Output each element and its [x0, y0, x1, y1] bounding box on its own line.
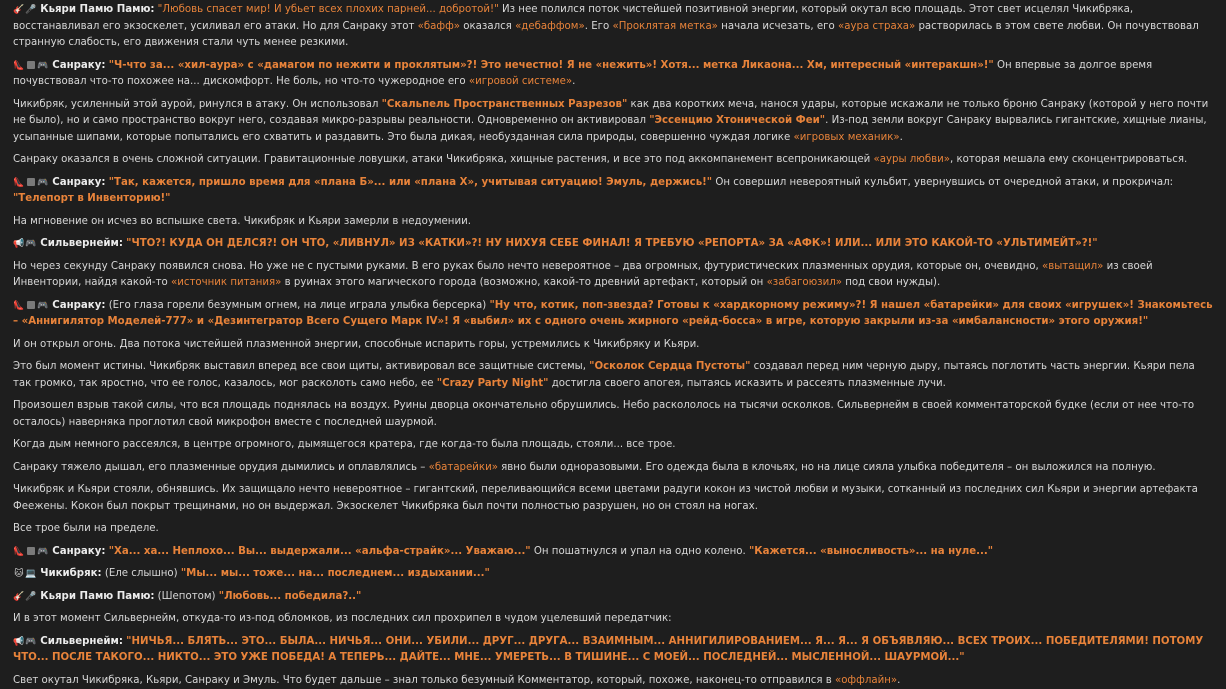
gamepad-icon: 🎮: [37, 58, 49, 75]
narration-paragraph: Чикибряк и Кьяри стояли, обнявшись. Их защищало нечто невероятное – гигантский, переливающийся всеми цветами радуги кокон из чистой любви и музыки, сотканный из последних сил Кьяри и энергии артефакта Феежены. Кокон был покрыт трещинами, но он выдержал. Экзоскелет Чикибряка был почти полностью разрушен, но он стоял на ногах.: [13, 482, 1213, 515]
narration-paragraph: Произошел взрыв такой силы, что вся площадь поднялась на воздух. Руины дворца окончательно обрушились. Небо раскололось на тысячи осколков. Сильвернейм в своей комментаторской будке (если от нее что-то осталось) наверняка проглотил свой микрофон вместе с последней шаурмой.: [13, 398, 1213, 431]
gamepad-icon: 🎮: [37, 175, 49, 192]
narration-paragraph: Все трое были на пределе.: [13, 521, 1213, 538]
message-sanraku-2: 👠 🎮 Санраку: "Так, кажется, пришло время для «плана Б»... или «плана Х», учитывая ситуацию! Эмуль, держись!" Он совершил невероятный кульбит, увернувшись от очередной атаки, и прокричал: "Телепорт в Инвенторию!": [13, 175, 1213, 208]
speaker-name: Кьяри Памю Памю:: [40, 591, 154, 602]
speaker-name: Санраку:: [52, 300, 105, 311]
speaker-name: Сильвернейм:: [40, 636, 123, 647]
narration-paragraph: Когда дым немного рассеялся, в центре огромного, дымящегося кратера, где когда-то была площадь, стояли... все трое.: [13, 437, 1213, 454]
speaker-name: Санраку:: [52, 177, 105, 188]
quote: "Любовь... победила?..": [219, 591, 362, 602]
speaker-name: Чикибряк:: [40, 568, 101, 579]
narration-paragraph: Свет окутал Чикибряка, Кьяри, Санраку и Эмуль. Что будет дальше – знал только безумный Комментатор, который, похоже, наконец-то отправился в «оффлайн».: [13, 673, 1213, 689]
speaker-name: Санраку:: [52, 60, 105, 71]
message-silvernaim-1: [13, 236, 1213, 253]
message-kyari-1: 🎸🎤 Кьяри Памю Памю: "Любовь спасет мир! И убьет всех плохих парней... добротой!" Из нее полился поток чистейшей позитивной энергии, который окутал всю площадь. Этот свет исцелял Чикибряка, восстанавливал его экзоскелет, усиливал его атаки. Но для Санраку этот «бафф» оказался «дебаффом». Его «Проклятая метка» начала исчезать, его «аура страха» растворилась в этом свете любви. Он почувствовал странную слабость, его движения стали чуть менее резкими.: [13, 2, 1213, 52]
narration-paragraph: Но через секунду Санраку появился снова. Но уже не с пустыми руками. В его руках было нечто невероятное – два огромных, футуристических плазменных орудия, которые он, очевидно, «вытащил» из своей Инвентории, найдя какой-то «источник питания» в руинах этого магического города (возможно, какой-то древний артефакт, который он «забагоюзил» под свои нужды).: [13, 259, 1213, 292]
gamepad-icon: 🎮: [37, 544, 49, 561]
gamepad-icon: 🎮: [25, 236, 37, 253]
guitar-icon: 🎸: [13, 589, 25, 606]
quote: "Мы... мы... тоже... на... последнем... издыхании...": [181, 568, 490, 579]
message-kyari-2: 🎸🎤 Кьяри Памю Памю: (Шепотом) "Любовь... победила?..": [13, 589, 1213, 606]
square-icon: [27, 178, 35, 186]
narration-paragraph: Санраку тяжело дышал, его плазменные орудия дымились и оплавлялись – «батарейки» явно были одноразовыми. Его одежда была в клочьях, но на лице сияла улыбка победителя – он выложился на полную.: [13, 460, 1213, 477]
narration-paragraph: И в этот момент Сильвернейм, откуда-то из-под обломков, из последних сил прохрипел в чудом уцелевший передатчик:: [13, 611, 1213, 628]
laptop-icon: 💻: [25, 566, 37, 583]
mic-icon: 🎤: [25, 589, 37, 606]
shoe-icon: 👠: [13, 58, 25, 75]
quote: "Ха... ха... Неплохо... Вы... выдержали... «альфа-страйк»... Уважаю...": [109, 546, 531, 557]
quote: "НИЧЬЯ... БЛЯТЬ... ЭТО... БЫЛА... НИЧЬЯ... ОНИ... УБИЛИ... ДРУГ... ДРУГА... ВЗАИМНЫМ... АННИГИЛИРОВАНИЕМ... Я... Я... Я ОБЪЯВЛЯЮ... ВСЕХ ТРОИХ... ПОБЕДИТЕЛЯМИ! ПОТОМУ ЧТО... ПОСЛЕ ТАКОГО... НИКТО... ЭТО УЖЕ ПОБЕДА! А ТЕПЕРЬ... ДАЙТЕ... МНЕ... УМЕРЕТЬ... В ТИШИНЕ... С МОЕЙ... ПОСЛЕДНЕЙ... МЫСЛЕННОЙ... ШАУРМОЙ...": [13, 636, 1203, 664]
guitar-icon: 🎸: [13, 2, 25, 19]
square-icon: [27, 61, 35, 69]
message-silvernaim-2: [13, 634, 1213, 667]
narration-paragraph: И он открыл огонь. Два потока чистейшей плазменной энергии, способные испарить горы, устремились к Чикибряку и Кьяри.: [13, 337, 1213, 354]
speaker-name: Санраку:: [52, 546, 105, 557]
megaphone-icon: 📢: [13, 236, 25, 253]
quote: "ЧТО?! КУДА ОН ДЕЛСЯ?! ОН ЧТО, «ЛИВНУЛ» ИЗ «КАТКИ»?! НУ НИХУЯ СЕБЕ ФИНАЛ! Я ТРЕБУЮ «РЕПОРТА» ЗА «АФК»! ИЛИ... ИЛИ ЭТО КАКОЙ-ТО «УЛЬТИМЕЙТ»?!": [126, 238, 1097, 249]
quote: "Любовь спасет мир! И убьет всех плохих парней... добротой!": [158, 4, 499, 15]
narration-paragraph: Санраку оказался в очень сложной ситуации. Гравитационные ловушки, атаки Чикибряка, хищные растения, и все это под аккомпанемент всепроникающей «ауры любви», которая мешала ему сконцентрироваться.: [13, 152, 1213, 169]
megaphone-icon: 📢: [13, 634, 25, 651]
mic-icon: 🎤: [25, 2, 37, 19]
narration-paragraph: На мгновение он исчез во вспышке света. Чикибряк и Кьяри замерли в недоумении.: [13, 214, 1213, 231]
quote: "Так, кажется, пришло время для «плана Б»... или «плана Х», учитывая ситуацию! Эмуль, держись!": [109, 177, 712, 188]
message-sanraku-1: 👠 🎮 Санраку: "Ч-что за... «хил-аура» с «дамагом по нежити и проклятым»?! Это нечестно! Я не «нежить»! Хотя... метка Ликаона... Хм, интересный «интеракшн»!" Он впервые за долгое время почувствовал что-то похожее на... дискомфорт. Не боль, но что-то чужеродное его «игровой системе».: [13, 58, 1213, 91]
narration-paragraph: Это был момент истины. Чикибряк выставил вперед все свои щиты, активировал все защитные системы, "Осколок Сердца Пустоты" создавал перед ним черную дыру, пытаясь поглотить часть энергии. Кьяри пела так громко, так яростно, что ее голос, казалось, мог расколоть само небо, ее "Crazy Party Night" достигла своего апогея, пытаясь исказить и рассеять плазменные лучи.: [13, 359, 1213, 392]
gamepad-icon: 🎮: [37, 298, 49, 315]
narration-paragraph: Чикибряк, усиленный этой аурой, ринулся в атаку. Он использовал "Скальпель Пространственных Разрезов" как два коротких меча, нанося удары, которые искажали не только броню Санраку (которой у него почти не было), но и само пространство вокруг него, создавая микро-разрывы реальности. Одновременно он активировал "Эссенцию Хтонической Феи". Из-под земли вокруг Санраку вырвались гигантские, хищные лианы, усыпанные шипами, которые попытались его схватить и раздавить. Это была дикая, необузданная сила природы, совершенно чуждая логике «игровых механик».: [13, 97, 1213, 147]
message-sanraku-4: 👠 🎮 Санраку: "Ха... ха... Неплохо... Вы... выдержали... «альфа-страйк»... Уважаю..." Он пошатнулся и упал на одно колено. "Кажется... «выносливость»... на нуле...": [13, 544, 1213, 561]
square-icon: [27, 547, 35, 555]
cat-icon: 🐱: [13, 566, 25, 583]
square-icon: [27, 301, 35, 309]
quote: "Ну что, котик, поп-звезда? Готовы к «хардкорному режиму»?! Я нашел «батарейки» для своих «игрушек»! Знакомьтесь – «Аннигилятор Моделей-777» и «Дезинтегратор Всего Сущего Марк IV»! Я «выбил» их с одного очень жирного «рейд-босса» в игре, которую закрыли из-за «имбалансности» этого оружия!": [13, 300, 1213, 328]
quote: "Ч-что за... «хил-аура» с «дамагом по нежити и проклятым»?! Это нечестно! Я не «нежить»! Хотя... метка Ликаона... Хм, интересный «интеракшн»!": [109, 60, 994, 71]
shoe-icon: 👠: [13, 298, 25, 315]
shoe-icon: 👠: [13, 544, 25, 561]
speaker-name: Кьяри Памю Памю:: [40, 4, 154, 15]
speaker-name: Сильвернейм:: [40, 238, 123, 249]
message-chikibryak-1: 🐱 💻 Чикибряк: (Еле слышно) "Мы... мы... тоже... на... последнем... издыхании...": [13, 566, 1213, 583]
quote: "Кажется... «выносливость»... на нуле...": [749, 546, 993, 557]
shoe-icon: 👠: [13, 175, 25, 192]
message-sanraku-3: 👠 🎮 Санраку: (Его глаза горели безумным огнем, на лице играла улыбка берсерка) "Ну что, котик, поп-звезда? Готовы к «хардкорному режиму»?! Я нашел «батарейки» для своих «игрушек»! Знакомьтесь – «Аннигилятор Моделей-777» и «Дезинтегратор Всего Сущего Марк IV»! Я «выбил» их с одного очень жирного «рейд-босса» в игре, которую закрыли из-за «имбалансности» этого оружия!": [13, 298, 1213, 331]
gamepad-icon: 🎮: [25, 634, 37, 651]
